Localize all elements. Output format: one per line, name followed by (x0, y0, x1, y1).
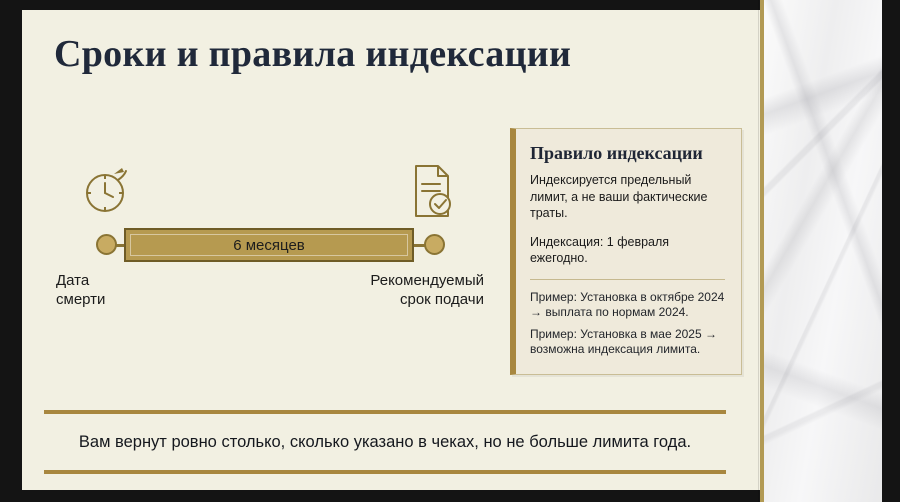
document-check-icon (406, 162, 458, 220)
timeline-end-marker (424, 234, 445, 255)
slide-content (22, 10, 754, 490)
card-paragraph-2: Индексация: 1 февраля ежегодно. (530, 234, 670, 265)
timeline-start-label-line1: Дата (56, 272, 90, 289)
card-example-2: Пример: Установка в мае 2025 → возможна индексация лимита. (530, 326, 717, 357)
card-paragraph-1: Индексируется предельный лимит, а не ваши фактические траты. (530, 173, 708, 220)
page-title: Сроки и правила индексации (54, 33, 572, 75)
card-divider (530, 279, 725, 280)
clock-icon (80, 164, 134, 218)
timeline-start-label-line2: смерти (56, 290, 106, 308)
timeline-start-marker (96, 234, 117, 255)
indexation-rule-card (510, 128, 742, 375)
marble-texture-panel (764, 0, 882, 502)
summary-banner-text: Вам вернут ровно столько, сколько указано в чеках, но не больше лимита года. (78, 432, 692, 451)
gold-divider-line (760, 0, 764, 502)
timeline-duration-label: 6 месяцев (233, 236, 305, 254)
timeline-duration-bar (124, 228, 414, 262)
summary-banner (44, 410, 726, 474)
frame-right-border (882, 0, 900, 502)
gold-divider-shadow (758, 0, 759, 502)
frame-left-border (0, 0, 22, 502)
timeline-end-label-line1: Рекомендуемый (370, 272, 484, 289)
timeline-end-label-line2: срок подачи (399, 290, 484, 308)
timeline-graphic (56, 160, 486, 360)
card-example-1: Пример: Установка в октябре 2024 → выплата по нормам 2024. (530, 289, 725, 320)
timeline-end-label (304, 272, 484, 310)
card-title: Правило индексации (530, 143, 703, 163)
timeline-start-label (56, 272, 176, 310)
